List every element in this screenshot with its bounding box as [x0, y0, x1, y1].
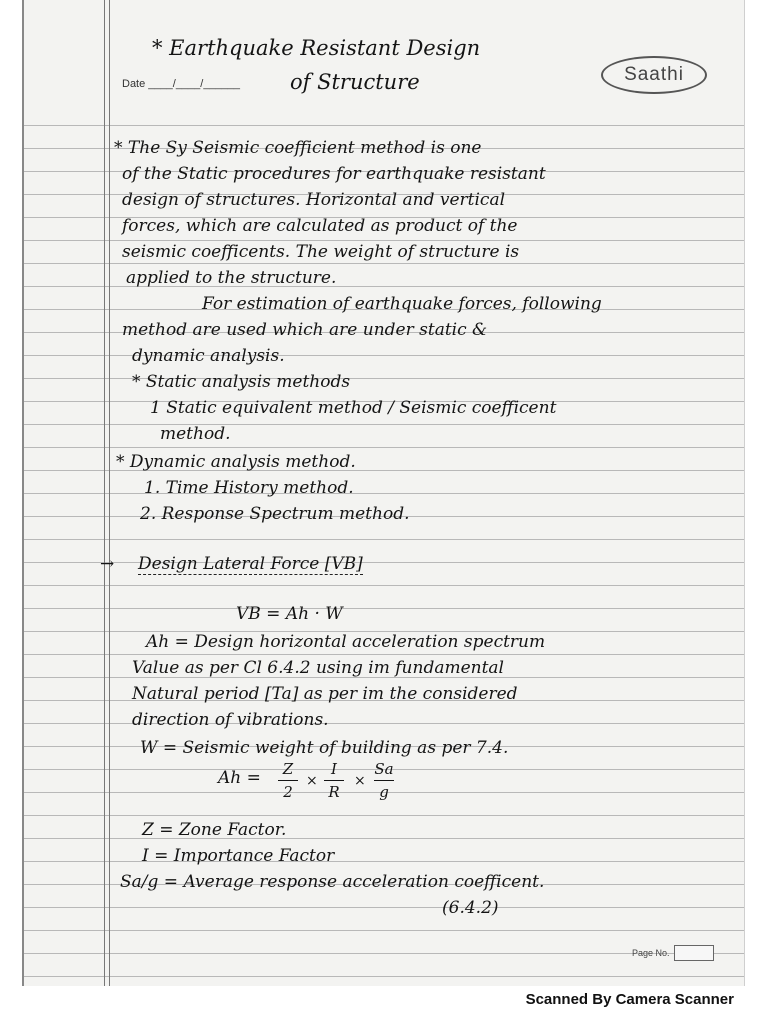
base-shear-equation: VB = Ah · W: [236, 604, 343, 624]
estimation-line: dynamic analysis.: [132, 346, 285, 366]
design-force-heading: Design Lateral Force [VB]: [138, 554, 363, 574]
date-label: Date ____/____/______: [122, 78, 241, 90]
fraction-sa-over-g: [374, 760, 394, 801]
title-line-2: of Structure: [290, 70, 420, 94]
intro-line: design of structures. Horizontal and vertical: [122, 190, 506, 210]
brand-logo: Saathi: [601, 56, 707, 94]
scanner-watermark: Scanned By Camera Scanner: [525, 991, 734, 1008]
fraction-denominator: g: [379, 783, 389, 801]
ah-definition: Natural period [Ta] as per im the considered: [132, 684, 518, 704]
intro-line: applied to the structure.: [126, 268, 337, 288]
intro-line: of the Static procedures for earthquake resistant: [122, 164, 546, 184]
static-method-item: method.: [160, 424, 231, 444]
fraction-numerator: Sa: [374, 760, 394, 778]
clause-reference: (6.4.2): [442, 898, 499, 918]
fraction-bar: [374, 780, 394, 781]
page-edge: [22, 0, 24, 986]
times-sign: ×: [306, 773, 318, 789]
ah-definition: direction of vibrations.: [132, 710, 329, 730]
fraction-denominator: R: [328, 783, 340, 801]
w-definition: W = Seismic weight of building as per 7.4.: [140, 738, 509, 758]
dynamic-method-item: 1. Time History method.: [144, 478, 354, 498]
title-line-1: * Earthquake Resistant Design: [152, 36, 481, 60]
fraction-numerator: I: [331, 760, 337, 778]
fraction-bar: [278, 780, 298, 781]
dynamic-methods-heading: * Dynamic analysis method.: [116, 452, 356, 472]
times-sign: ×: [354, 773, 366, 789]
fraction-bar: [324, 780, 344, 781]
fraction-numerator: Z: [282, 760, 294, 778]
intro-line: forces, which are calculated as product of the: [122, 216, 518, 236]
estimation-line: For estimation of earthquake forces, following: [202, 294, 602, 314]
intro-line: * The Sy Seismic coefficient method is one: [114, 138, 482, 158]
static-method-item: 1 Static equivalent method / Seismic coefficent: [150, 398, 557, 418]
arrow-icon: →: [100, 554, 115, 574]
fraction-denominator: 2: [283, 783, 293, 801]
margin-line: [104, 0, 105, 986]
margin-line: [109, 0, 110, 986]
ah-definition: Value as per Cl 6.4.2 using im fundamental: [132, 658, 504, 678]
dynamic-method-item: 2. Response Spectrum method.: [140, 504, 410, 524]
intro-line: seismic coefficents. The weight of structure is: [122, 242, 520, 262]
notebook-page: [22, 0, 745, 986]
z-definition: Z = Zone Factor.: [142, 820, 287, 840]
ah-definition: Ah = Design horizontal acceleration spectrum: [146, 632, 546, 652]
static-methods-heading: * Static analysis methods: [132, 372, 351, 392]
ah-formula-lhs: Ah =: [218, 768, 261, 788]
fraction-z-over-2: [278, 760, 298, 801]
fraction-i-over-r: [324, 760, 344, 801]
estimation-line: method are used which are under static &: [122, 320, 488, 340]
i-definition: I = Importance Factor: [142, 846, 335, 866]
page-number-label: Page No.: [632, 948, 670, 958]
sa-definition: Sa/g = Average response acceleration coefficent.: [120, 872, 545, 892]
page-number-box: [674, 945, 714, 961]
